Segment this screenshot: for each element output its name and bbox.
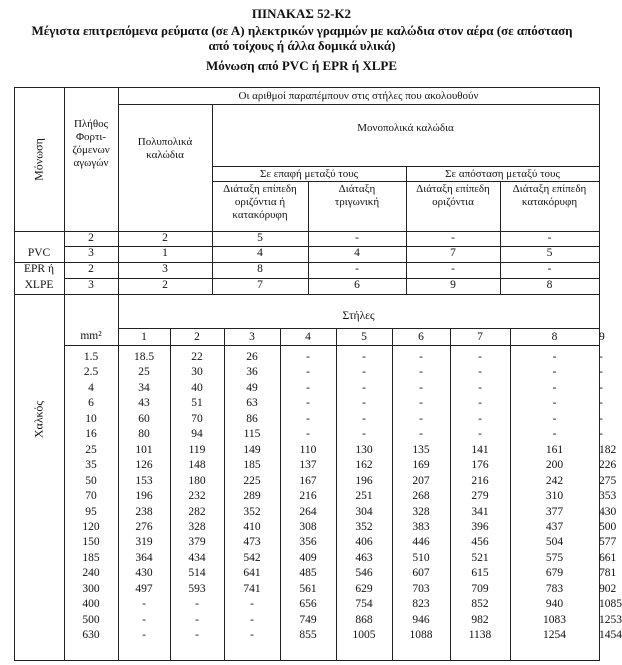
ampacity-value: 364 — [135, 551, 153, 564]
cross-section: 2.5 — [83, 366, 99, 379]
ampacity-value: 940 — [545, 598, 564, 611]
ampacity-value: 319 — [135, 536, 153, 549]
ampacity-value: 406 — [355, 536, 373, 549]
cross-section: 6 — [88, 397, 94, 410]
ampacity-value: 36 — [246, 366, 258, 379]
row-rule — [64, 345, 599, 346]
ampacity-value: 446 — [412, 536, 430, 549]
ampacity-value: - — [419, 381, 423, 394]
column-reference: 8 — [257, 263, 263, 275]
ampacity-value: 679 — [545, 567, 564, 580]
header-rule — [118, 104, 599, 105]
ampacity-value: - — [195, 598, 199, 611]
singlecore-header: Μονοπολικά καλώδια — [357, 122, 454, 134]
ampacity-value: 310 — [545, 490, 564, 503]
ampacity-value: 63 — [246, 397, 258, 410]
ampacity-value: 279 — [471, 490, 489, 503]
ampacity-value: 149 — [243, 443, 261, 456]
ampacity-value: 430 — [599, 505, 617, 518]
loaded-conductors-header: Φορτι- — [75, 131, 107, 143]
ampacity-value: 1005 — [352, 629, 376, 642]
ampacity-value: 823 — [412, 598, 430, 611]
ampacity-value: 629 — [355, 582, 373, 595]
ampacity-value: 216 — [471, 474, 489, 487]
cross-section: 50 — [85, 474, 97, 487]
cross-section: 4 — [88, 381, 94, 394]
ampacity-value: 232 — [188, 490, 206, 503]
ampacity-value: 868 — [355, 613, 373, 626]
ampacity-value: 463 — [355, 551, 373, 564]
column-number: 3 — [249, 331, 255, 343]
trefoil-header: Διάταξη — [338, 183, 376, 195]
ampacity-value: 40 — [191, 381, 203, 394]
ampacity-value: 80 — [138, 428, 150, 441]
ampacity-value: 34 — [138, 381, 150, 394]
multicore-header: καλώδια — [146, 149, 184, 161]
ampacity-value: - — [478, 351, 482, 363]
cross-section: 25 — [85, 443, 97, 456]
ampacity-value: 25 — [138, 366, 150, 379]
conductor-count: 3 — [88, 247, 94, 259]
ampacity-value: 749 — [299, 613, 317, 626]
ampacity-value: 379 — [188, 536, 206, 549]
ampacity-value: - — [362, 397, 366, 410]
ampacity-value: 703 — [412, 582, 430, 595]
ampacity-value: - — [306, 381, 310, 394]
ampacity-value: 575 — [545, 551, 564, 564]
ampacity-value: - — [599, 351, 603, 363]
ampacity-value: 754 — [355, 598, 373, 611]
cross-section: 500 — [82, 613, 100, 626]
numbers-note: Οι αριθμοί παραπέμπουν στις στήλες που ακολουθούν — [238, 90, 479, 102]
ampacity-value: - — [552, 351, 557, 363]
column-reference: 6 — [354, 279, 360, 291]
ampacity-value: 741 — [243, 582, 261, 595]
ampacity-value: - — [306, 412, 310, 425]
column-reference: 2 — [162, 232, 168, 244]
ampacity-value: - — [552, 428, 557, 441]
ampacity-value: - — [478, 366, 482, 379]
header-rule — [212, 166, 599, 167]
ampacity-value: 207 — [412, 474, 430, 487]
column-number: 2 — [194, 331, 200, 343]
ampacity-value: 185 — [243, 459, 261, 472]
table-top-border — [14, 87, 599, 88]
ampacity-value: 561 — [299, 582, 317, 595]
column-reference: 4 — [354, 247, 360, 259]
ampacity-value: 1254 — [543, 629, 566, 642]
ampacity-value: 328 — [412, 505, 430, 518]
ampacity-value: 242 — [545, 474, 564, 487]
cross-section: 630 — [82, 629, 100, 642]
ampacity-value: - — [478, 397, 482, 410]
ampacity-value: - — [419, 351, 423, 363]
ampacity-value: 308 — [299, 520, 317, 533]
ampacity-value: 196 — [355, 474, 373, 487]
ampacity-value: 1088 — [409, 629, 433, 642]
table-insulation-note: Μόνωση από PVC ή EPR ή XLPE — [205, 58, 398, 73]
ampacity-value: - — [419, 428, 423, 441]
ampacity-value: 852 — [471, 598, 489, 611]
conductor-count: 2 — [88, 263, 94, 275]
column-reference: 5 — [257, 232, 263, 244]
ampacity-value: 542 — [243, 551, 261, 564]
ampacity-value: - — [306, 351, 310, 363]
ampacity-value: 781 — [599, 567, 617, 580]
ampacity-value: - — [478, 381, 482, 394]
ampacity-value: - — [362, 351, 366, 363]
column-reference: - — [547, 263, 552, 275]
loaded-conductors-header: ζόμενων — [72, 144, 110, 156]
column-reference: 2 — [162, 279, 168, 291]
ampacity-value: 510 — [412, 551, 430, 564]
ampacity-value: 304 — [355, 505, 373, 518]
ampacity-value: - — [552, 412, 557, 425]
loaded-conductors-header: Πλήθος — [73, 118, 109, 130]
ampacity-value: 500 — [599, 520, 617, 533]
table-subtitle: Μέγιστα επιτρεπόμενα ρεύματα (σε Α) ηλεκτρικών γραμμών με καλώδια στον αέρα (σε απόσταση από τοίχους ή άλλα δομικά υλικά) — [31, 23, 573, 53]
column-reference: - — [355, 232, 359, 244]
ampacity-value: 396 — [471, 520, 489, 533]
ampacity-value: 783 — [545, 582, 564, 595]
ampacity-value: - — [250, 629, 254, 642]
flat-touching-header: οριζόντια ή — [234, 196, 286, 208]
cross-section: 16 — [85, 428, 97, 441]
ampacity-value: 383 — [412, 520, 430, 533]
ampacity-value: 275 — [599, 474, 617, 487]
insulation-label: EPR ή — [24, 263, 54, 275]
ampacity-value: 709 — [471, 582, 489, 595]
ampacity-value: 182 — [599, 443, 617, 456]
ampacity-value: - — [419, 412, 423, 425]
cross-section: 70 — [85, 490, 97, 503]
ampacity-value: 70 — [191, 412, 203, 425]
ampacity-value: 902 — [599, 582, 617, 595]
row-rule — [14, 294, 599, 295]
ampacity-value: 577 — [599, 536, 617, 549]
column-number: 4 — [305, 331, 311, 343]
ampacity-value: - — [362, 381, 366, 394]
ampacity-value: - — [478, 428, 482, 441]
ampacity-value: - — [552, 381, 557, 394]
ampacity-value: - — [552, 366, 557, 379]
column-reference: - — [451, 263, 455, 275]
ampacity-value: 18.5 — [133, 351, 155, 363]
ampacity-value: - — [142, 598, 146, 611]
ampacity-value: 328 — [188, 520, 206, 533]
header-rule — [212, 181, 599, 182]
ampacity-value: 1083 — [543, 613, 566, 626]
ampacity-value: - — [306, 428, 310, 441]
ampacity-value: 148 — [188, 459, 206, 472]
ampacity-value: 473 — [243, 536, 261, 549]
ampacity-value: 226 — [599, 459, 617, 472]
insulation-label: PVC — [27, 247, 51, 259]
ampacity-value: - — [599, 397, 603, 410]
ampacity-value: 430 — [135, 567, 153, 580]
ampacity-value: 167 — [299, 474, 317, 487]
ampacity-value: - — [599, 366, 603, 379]
cross-section: 1.5 — [83, 351, 99, 363]
cross-section: 95 — [85, 505, 97, 518]
ampacity-value: 216 — [299, 490, 317, 503]
ampacity-value: - — [250, 598, 254, 611]
column-number: 8 — [551, 331, 558, 343]
cross-section: 240 — [82, 567, 100, 580]
material-label: Χαλκός — [31, 400, 46, 439]
column-reference: - — [451, 232, 455, 244]
ampacity-value: 51 — [191, 397, 203, 410]
ampacity-value: 485 — [299, 567, 317, 580]
column-reference: 7 — [450, 247, 456, 259]
ampacity-value: 180 — [188, 474, 206, 487]
ampacity-value: - — [306, 397, 310, 410]
ampacity-value: 289 — [243, 490, 261, 503]
ampacity-value: 238 — [135, 505, 153, 518]
flat-horizontal-spaced-header: οριζόντια — [432, 196, 474, 208]
ampacity-value: 225 — [243, 474, 261, 487]
column-reference: - — [547, 232, 552, 244]
ampacity-value: - — [362, 428, 366, 441]
ampacity-value: 43 — [138, 397, 150, 410]
ampacity-value: 137 — [299, 459, 317, 472]
ampacity-value: 593 — [188, 582, 206, 595]
ampacity-value: 153 — [135, 474, 153, 487]
column-number: 7 — [477, 331, 483, 343]
ampacity-value: 268 — [412, 490, 430, 503]
ampacity-value: 30 — [191, 366, 203, 379]
cross-section: 35 — [85, 459, 97, 472]
ampacity-value: - — [306, 366, 310, 379]
cross-section: 10 — [85, 412, 97, 425]
ampacity-value: 49 — [246, 381, 258, 394]
cross-section: 120 — [82, 520, 100, 533]
column-reference: - — [355, 263, 359, 275]
ampacity-value: - — [599, 381, 603, 394]
ampacity-value: 264 — [299, 505, 317, 518]
ampacity-value: 1454 — [599, 629, 622, 642]
ampacity-value: 497 — [135, 582, 153, 595]
ampacity-value: 161 — [545, 443, 564, 456]
flat-vertical-spaced-header: Διάταξη επίπεδη — [512, 183, 587, 195]
ampacity-value: 377 — [545, 505, 564, 518]
ampacity-value: 504 — [545, 536, 564, 549]
ampacity-value: 607 — [412, 567, 430, 580]
ampacity-value: 196 — [135, 490, 153, 503]
ampacity-value: 276 — [135, 520, 153, 533]
ampacity-value: 656 — [299, 598, 317, 611]
ampacity-value: - — [142, 613, 146, 626]
column-reference: 3 — [162, 263, 168, 275]
insulation-header: Μόνωση — [31, 138, 46, 181]
ampacity-value: - — [552, 397, 557, 410]
ampacity-value: - — [599, 412, 603, 425]
ampacity-value: 110 — [299, 443, 317, 456]
ampacity-value: 251 — [355, 490, 373, 503]
cross-section: 185 — [82, 551, 100, 564]
cross-section: 400 — [82, 598, 100, 611]
ampacity-value: 946 — [412, 613, 430, 626]
spaced-header: Σε απόσταση μεταξύ τους — [445, 168, 560, 180]
ampacity-value: - — [195, 613, 199, 626]
ampacity-value: - — [419, 397, 423, 410]
ampacity-value: 1085 — [599, 598, 622, 611]
ampacity-value: 86 — [246, 412, 258, 425]
ampacity-value: 26 — [246, 351, 258, 363]
trefoil-header: τριγωνική — [334, 196, 380, 208]
ampacity-value: 282 — [188, 505, 206, 518]
column-reference: 9 — [450, 279, 456, 291]
ampacity-value: 661 — [599, 551, 617, 564]
flat-touching-header: Διάταξη επίπεδη — [223, 183, 297, 195]
table-bottom-border — [14, 660, 599, 661]
ampacity-value: 546 — [355, 567, 373, 580]
ampacity-value: - — [599, 428, 603, 441]
ampacity-value: 352 — [355, 520, 373, 533]
flat-horizontal-spaced-header: Διάταξη επίπεδη — [416, 183, 490, 195]
ampacity-value: 126 — [135, 459, 153, 472]
column-number: 5 — [361, 331, 367, 343]
ampacity-value: 437 — [545, 520, 564, 533]
ampacity-value: 521 — [471, 551, 489, 564]
touching-header: Σε επαφή μεταξύ τους — [259, 168, 359, 180]
ampacity-value: 410 — [243, 520, 261, 533]
columns-label: Στήλες — [342, 310, 375, 322]
ampacity-value: 434 — [188, 551, 206, 564]
column-reference: 4 — [257, 247, 263, 259]
ampacity-value: 94 — [191, 428, 203, 441]
insulation-label: XLPE — [24, 279, 54, 291]
ampacity-value: - — [362, 366, 366, 379]
column-reference: 1 — [162, 247, 168, 259]
conductor-count: 3 — [88, 279, 94, 291]
ampacity-value: 22 — [191, 351, 203, 363]
ampacity-value: - — [195, 629, 199, 642]
ampacity-value: 169 — [412, 459, 430, 472]
table-left-border — [14, 87, 15, 660]
unit-label: mm² — [80, 330, 102, 342]
ampacity-value: 135 — [412, 443, 430, 456]
ampacity-value: - — [419, 366, 423, 379]
ampacity-value: 641 — [243, 567, 261, 580]
ampacity-value: - — [478, 412, 482, 425]
ampacity-value: 176 — [471, 459, 489, 472]
conductor-count: 2 — [88, 232, 94, 244]
column-number: 6 — [418, 331, 424, 343]
ampacity-value: 119 — [188, 443, 206, 456]
ampacity-value: - — [250, 613, 254, 626]
ampacity-value: 352 — [243, 505, 261, 518]
ampacity-value: - — [142, 629, 146, 642]
row-rule — [118, 328, 599, 329]
column-number: 9 — [599, 331, 605, 343]
ampacity-value: 615 — [471, 567, 489, 580]
ampacity-value: 341 — [471, 505, 489, 518]
ampacity-value: 353 — [599, 490, 617, 503]
ampacity-value: - — [362, 412, 366, 425]
ampacity-value: 141 — [471, 443, 489, 456]
column-reference: 7 — [257, 279, 263, 291]
cross-section: 150 — [82, 536, 100, 549]
ampacity-value: 162 — [355, 459, 373, 472]
table-title: ΠΙΝΑΚΑΣ 52-Κ2 — [251, 6, 352, 21]
ampacity-value: 514 — [188, 567, 206, 580]
cross-section: 300 — [82, 582, 100, 595]
ampacity-value: 1138 — [468, 629, 492, 642]
multicore-header: Πολυπολικά — [137, 136, 193, 148]
ampacity-value: 115 — [243, 428, 261, 441]
ampacity-value: 130 — [355, 443, 373, 456]
flat-vertical-spaced-header: κατακόρυφη — [521, 196, 578, 208]
ampacity-value: 855 — [299, 629, 317, 642]
column-reference: 5 — [546, 247, 553, 259]
ampacity-value: 409 — [299, 551, 317, 564]
ampacity-value: 60 — [138, 412, 150, 425]
ampacity-value: 456 — [471, 536, 489, 549]
ampacity-value: 101 — [135, 443, 153, 456]
column-reference: 8 — [546, 279, 553, 291]
column-number: 1 — [141, 331, 147, 343]
ampacity-value: 982 — [471, 613, 489, 626]
ampacity-value: 356 — [299, 536, 317, 549]
flat-touching-header: κατακόρυφη — [232, 209, 288, 221]
loaded-conductors-header: αγωγών — [73, 157, 109, 169]
ampacity-value: 1253 — [599, 613, 622, 626]
ampacity-value: 200 — [545, 459, 564, 472]
